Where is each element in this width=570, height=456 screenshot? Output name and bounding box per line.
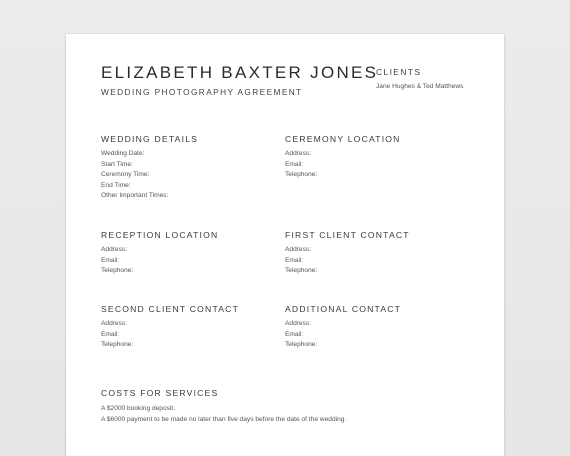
- section-heading: SECOND CLIENT CONTACT: [101, 304, 240, 314]
- document-subtitle: WEDDING PHOTOGRAPHY AGREEMENT: [101, 87, 303, 97]
- field-label: Email:: [285, 330, 304, 338]
- field-label: Telephone:: [101, 267, 134, 274]
- field-label: Address:: [285, 320, 312, 327]
- field-label: Address:: [101, 246, 128, 253]
- field-label: End Time:: [101, 181, 131, 189]
- field-label: Email:: [285, 256, 304, 264]
- cost-line: A $2000 booking deposit.: [101, 405, 176, 412]
- clients-names: Jane Hughes & Ted Matthews: [376, 83, 464, 90]
- document-title: ELIZABETH BAXTER JONES: [101, 63, 379, 82]
- second-client-contact-section: [101, 304, 276, 351]
- first-client-contact-section: [285, 230, 460, 277]
- costs-section: [101, 388, 481, 425]
- field-label: Telephone:: [285, 341, 318, 348]
- field-label: Email:: [285, 160, 304, 168]
- field-label: Email:: [101, 330, 120, 338]
- field-label: Start Time:: [101, 160, 133, 168]
- field-label: Email:: [101, 256, 120, 264]
- field-label: Address:: [101, 320, 128, 327]
- section-heading: CEREMONY LOCATION: [285, 134, 401, 144]
- cost-line: A $6000 payment to be made no later than five days before the date of the wedding.: [101, 415, 347, 423]
- clients-heading: CLIENTS: [376, 67, 422, 77]
- document-page: [66, 34, 504, 456]
- field-label: Address:: [285, 246, 312, 253]
- section-heading: ADDITIONAL CONTACT: [285, 304, 402, 314]
- field-label: Ceremony Time:: [101, 171, 150, 178]
- section-heading: WEDDING DETAILS: [101, 134, 199, 144]
- ceremony-location-section: [285, 134, 460, 181]
- reception-location-section: [101, 230, 276, 277]
- field-label: Wedding Date:: [101, 150, 145, 157]
- section-heading: FIRST CLIENT CONTACT: [285, 230, 410, 240]
- field-label: Telephone:: [101, 341, 134, 348]
- section-heading: COSTS FOR SERVICES: [101, 388, 219, 398]
- field-label: Telephone:: [285, 171, 318, 178]
- additional-contact-section: [285, 304, 460, 351]
- wedding-details-section: [101, 134, 276, 202]
- field-label: Other Important Times:: [101, 192, 169, 199]
- field-label: Telephone:: [285, 267, 318, 274]
- section-heading: RECEPTION LOCATION: [101, 230, 219, 240]
- field-label: Address:: [285, 150, 312, 157]
